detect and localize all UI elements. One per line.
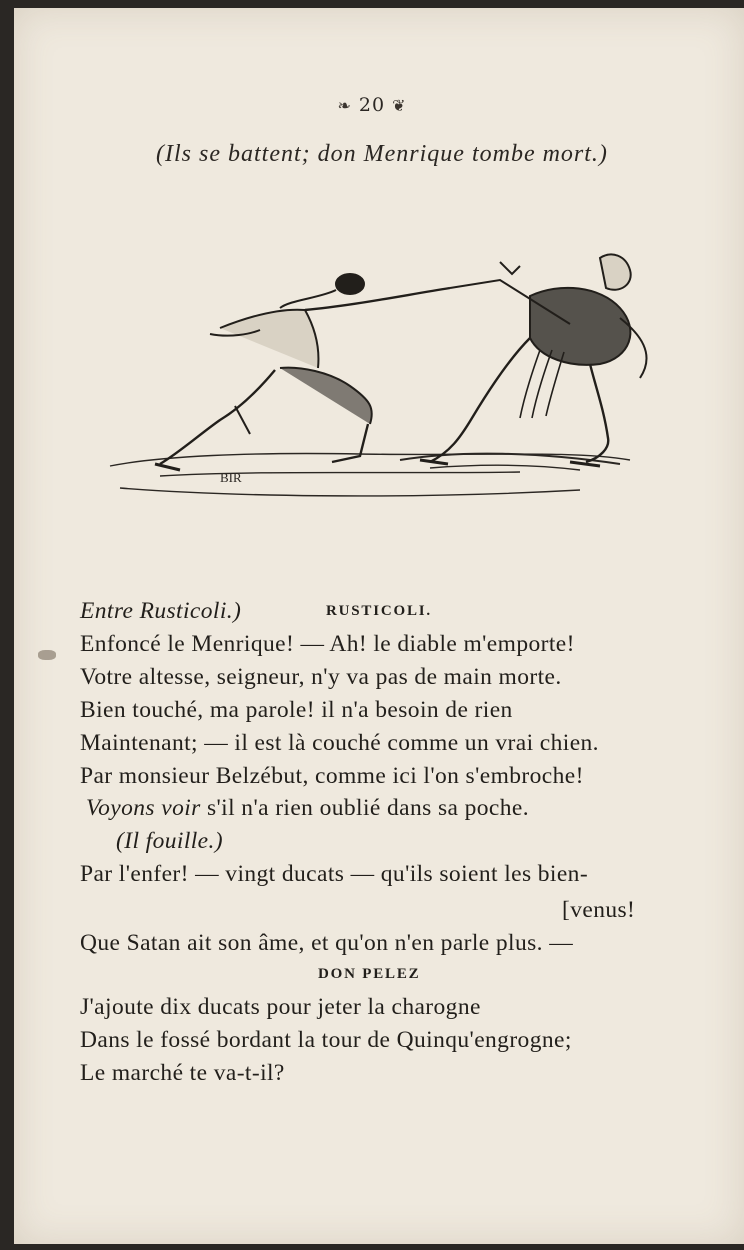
- verse-line: Bien touché, ma parole! il n'a besoin de rien: [80, 697, 513, 723]
- verse-line-voyons: [86, 795, 529, 822]
- artist-signature: BIR: [220, 470, 242, 485]
- page-number-text: 20: [358, 94, 386, 116]
- duel-illustration: [100, 238, 670, 508]
- left-fencer: [155, 274, 450, 470]
- left-ornament-icon: ❧: [337, 96, 352, 115]
- voyons-rest: s'il n'a rien oublié dans sa poche.: [200, 795, 530, 821]
- verse-line: Par l'enfer! — vingt ducats — qu'ils soient les bien-: [80, 861, 589, 887]
- verse-line: Par monsieur Belzébut, comme ici l'on s'embroche!: [80, 763, 584, 789]
- verse-line: Maintenant; — il est là couché comme un vrai chien.: [80, 730, 599, 756]
- book-page: [14, 8, 744, 1244]
- ground-strokes: [110, 454, 630, 496]
- entrance-line: [80, 598, 241, 625]
- speaker-rusticoli: RUSTICOLI.: [326, 603, 432, 619]
- stage-direction-fouille: (Il fouille.): [116, 828, 224, 854]
- stage-direction-top: (Ils se battent; don Menrique tombe mort.): [156, 141, 608, 167]
- speaker-don-pelez: DON PELEZ: [318, 966, 421, 982]
- verse-line: Enfoncé le Menrique! — Ah! le diable m'emporte!: [80, 631, 575, 657]
- verse-line: Votre altesse, seigneur, n'y va pas de main morte.: [80, 664, 562, 690]
- right-fencer: [420, 254, 647, 466]
- verse-line: J'ajoute dix ducats pour jeter la charogne: [80, 994, 481, 1020]
- verse-line: Dans le fossé bordant la tour de Quinqu'engrogne;: [80, 1027, 572, 1053]
- voyons-italic: Voyons voir: [86, 795, 201, 821]
- right-ornament-icon: ❦: [392, 96, 407, 115]
- verse-line-continuation: [venus!: [562, 897, 636, 923]
- verse-line: Le marché te va-t-il?: [80, 1060, 285, 1086]
- entrance-text: Entre Rusticoli.): [80, 598, 242, 624]
- verse-line: Que Satan ait son âme, et qu'on n'en parle plus. —: [80, 930, 574, 956]
- page-number: [0, 94, 744, 116]
- ink-blot: [38, 650, 56, 660]
